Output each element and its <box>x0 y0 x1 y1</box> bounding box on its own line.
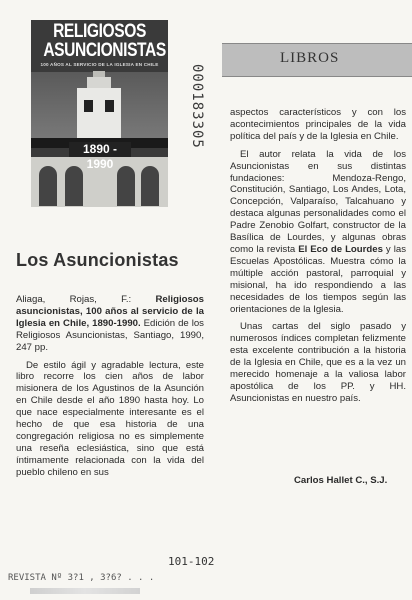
cover-title-line1: RELIGIOSOS <box>53 21 146 42</box>
cover-title <box>43 21 166 61</box>
paragraph-text: y las Escuelas Apostólicas. Muestra cómo la múltiple acción pastoral, parroquial y misional, ha ido respondiendo a las necesidades de los tiempos según las orientaciones de la Iglesia. <box>230 243 406 315</box>
scan-smudge <box>30 588 140 594</box>
cover-years: 1890 - 1990 <box>69 142 131 157</box>
right-column <box>230 107 406 411</box>
catalog-reference: REVISTA Nº 3?1 , 3?6? . . . <box>8 573 155 583</box>
tower-window <box>84 100 93 112</box>
left-column <box>16 294 204 485</box>
catalog-stamp: 000183305 <box>189 64 205 149</box>
church-tower <box>77 88 121 138</box>
cover-title-line2: ASUNCIONISTAS <box>43 40 166 61</box>
reviewer-signature: Carlos Hallet C., S.J. <box>294 475 388 486</box>
tower-window <box>105 100 114 112</box>
ref-title: Religiosos asuncionistas, 100 años al servicio de la Iglesia en Chile, 1890-1990. <box>16 294 204 329</box>
church-arch <box>141 166 159 206</box>
paragraph-text: El autor relata la vida de los Asuncionistas en sus distintas fundaciones: Mendoza-Rengo, Constitución, Santiago, Los Andes, Lota, Concepción, Valparaíso, Talcahuano y destaca algunas personalidades como el Padre Zenobio Golfart, constructor de la Basílica de Lourdes, y algunas obras como la revista <box>230 148 406 255</box>
section-title: LIBROS <box>280 50 340 66</box>
church-arch <box>39 166 57 206</box>
page-numbers: 101-102 <box>168 555 215 568</box>
ref-publication: Edición de los Religiosos Asuncionistas, Santiago, 1990, 247 pp. <box>16 317 204 353</box>
church-arch <box>117 166 135 206</box>
cover-subtitle: 100 AÑOS AL SERVICIO DE LA IGLESIA EN CHILE <box>40 62 159 67</box>
review-paragraph: De estilo ágil y agradable lectura, este libro recorre los cien años de labor misionera de los Agustinos de la Asunción en Chile desde el año 1890 hasta hoy. Lo que nace especialmente interesante es el hecho de que esa historia de una congregación religiosa no es simplemente una reseña eclesiástica, sino que está íntimamente relacionada con la vida del pueblo chileno en sus <box>16 359 204 478</box>
magazine-title: El Eco de Lourdes <box>298 243 383 255</box>
section-banner <box>222 43 412 77</box>
book-cover-image <box>31 20 168 207</box>
review-paragraph: Unas cartas del siglo pasado y numerosos índices completan felizmente esta excelente contribución a la historia de la Iglesia en Chile, que es a la vez un merecido homenaje a la valiosa labor apostólica de los PP. y HH. Asuncionistas en nuestro país. <box>230 321 406 404</box>
book-reference <box>16 294 204 354</box>
review-paragraph: aspectos característicos y con los acontecimientos principales de la vida política del país y de la Iglesia en Chile. <box>230 107 406 142</box>
ref-author: Aliaga, Rojas, F.: <box>16 294 156 305</box>
review-paragraph <box>230 149 406 316</box>
article-heading: Los Asuncionistas <box>16 250 179 270</box>
church-arch <box>65 166 83 206</box>
